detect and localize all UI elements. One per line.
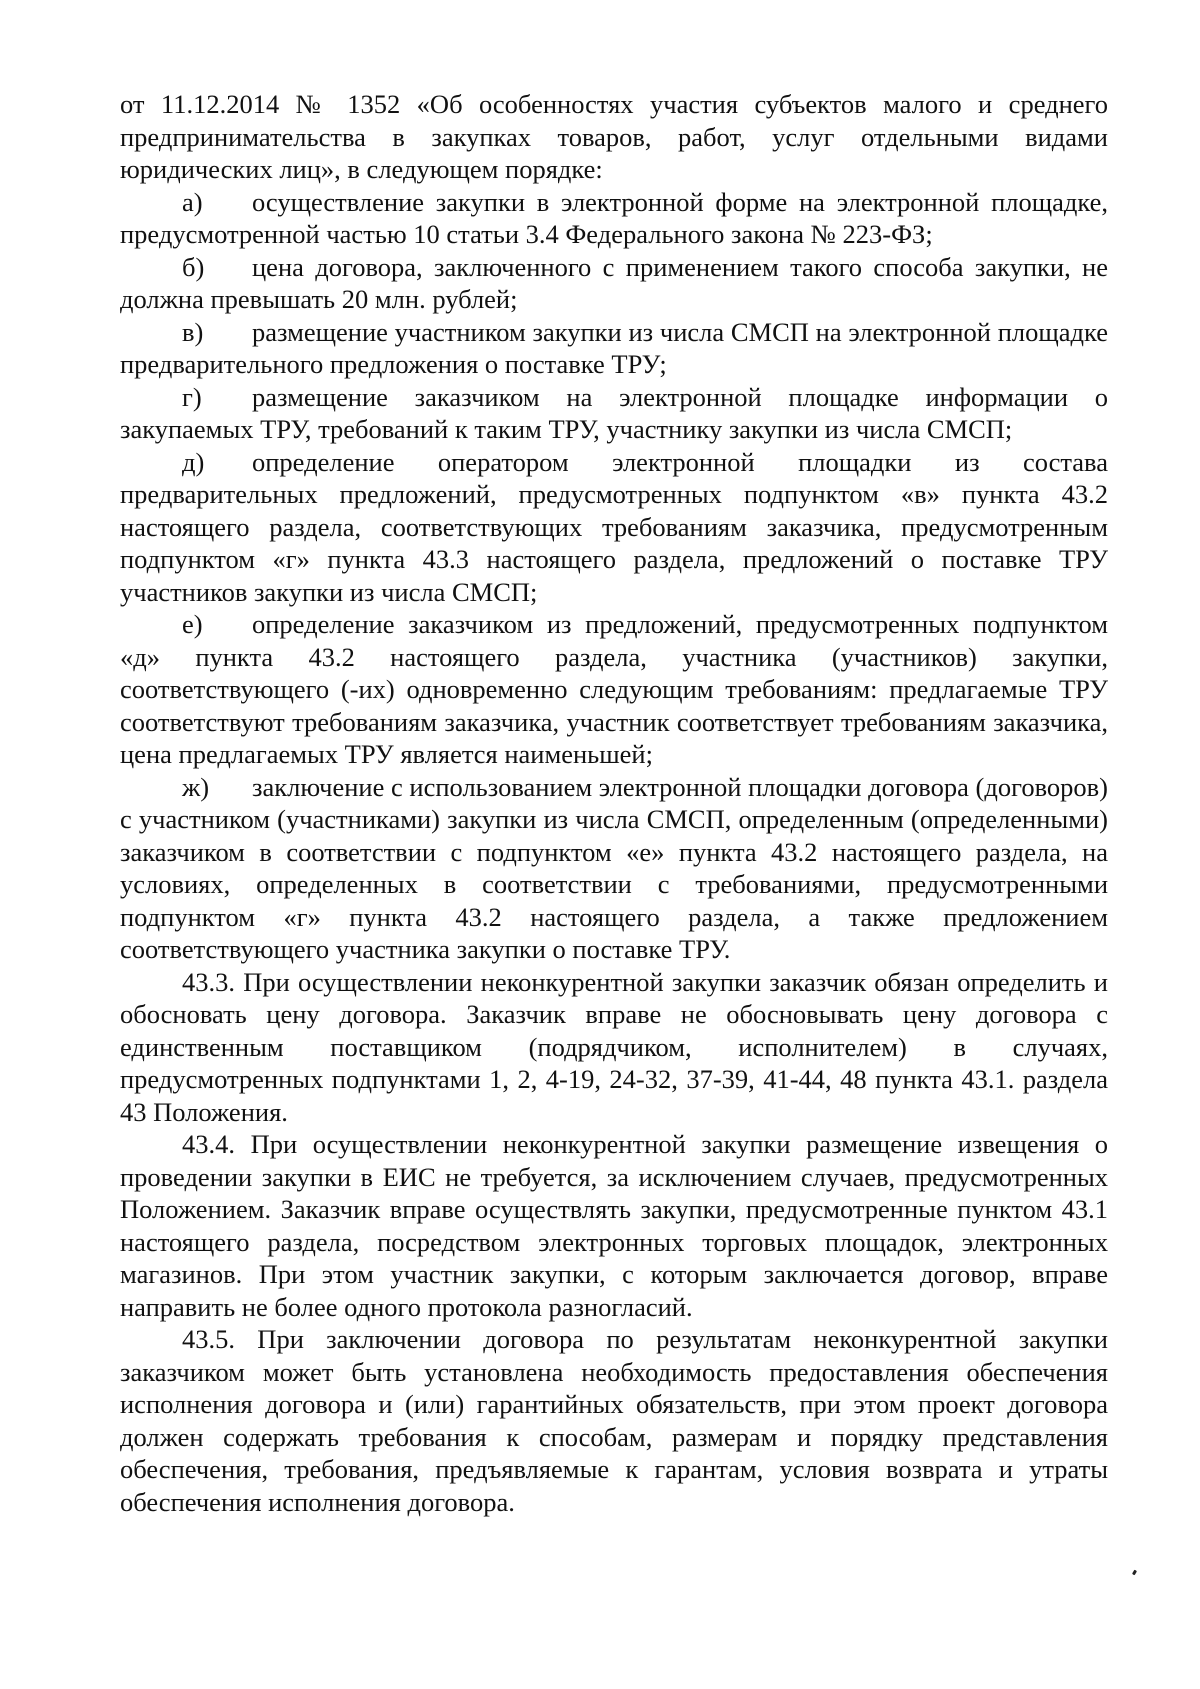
list-item-a: [120, 186, 1108, 251]
list-item-text: размещение участником закупки из числа СМСП на электронной площадке предварительного предложения о поставке ТРУ;: [120, 316, 1108, 379]
list-item-d: [120, 446, 1108, 609]
list-item-text: определение заказчиком из предложений, предусмотренных подпунктом «д» пункта 43.2 настоящего раздела, участника (участников) закупки, соответствующего (-их) одновременно следующим требованиям: предлагаемые ТРУ соответствуют требованиям заказчика, участник соответствует требованиям заказчика, цена предлагаемых ТРУ является наименьшей;: [120, 609, 1108, 769]
list-item-marker: а): [182, 186, 203, 217]
clause-43-3: 43.3. При осуществлении неконкурентной закупки заказчик обязан определить и обосновать цену договора. Заказчик вправе не обосновывать цену договора с единственным поставщиком (подрядчиком, исполнителем) в случаях, предусмотренных подпунктами 1, 2, 4-19, 24-32, 37-39, 41-44, 48 пункта 43.1. раздела 43 Положения.: [120, 966, 1108, 1127]
list-item-marker: е): [182, 609, 203, 639]
list-item-v: [120, 316, 1108, 381]
list-item-marker: ж): [182, 771, 210, 802]
list-item-marker: г): [182, 381, 202, 412]
list-item-zh: [120, 771, 1108, 966]
list-item-text: определение оператором электронной площадки из состава предварительных предложений, предусмотренных подпунктом «в» пункта 43.2 настоящего раздела, соответствующих требованиям заказчика, предусмотренным подпунктом «г» пункта 43.3 настоящего раздела, предложений о поставке ТРУ участников закупки из числа СМСП;: [120, 446, 1108, 607]
clause-43-5: 43.5. При заключении договора по результатам неконкурентной закупки заказчиком может быть установлена необходимость предоставления обеспечения исполнения договора и (или) гарантийных обязательств, при этом проект договора должен содержать требования к способам, размерам и порядку представления обеспечения, требования, предъявляемые к гарантам, условия возврата и утраты обеспечения исполнения договора.: [120, 1324, 1108, 1517]
list-item-marker: б): [182, 251, 205, 282]
list-item-marker: д): [182, 446, 205, 477]
clause-43-4: 43.4. При осуществлении неконкурентной закупки размещение извещения о проведении закупки в ЕИС не требуется, за исключением случаев, предусмотренных Положением. Заказчик вправе осуществлять закупки, предусмотренные пунктом 43.1 настоящего раздела, посредством электронных торговых площадок, электронных магазинов. При этом участник закупки, с которым заключается договор, вправе направить не более одного протокола разногласий.: [120, 1129, 1108, 1322]
list-item-b: [120, 251, 1108, 316]
list-item-text: цена договора, заключенного с применением такого способа закупки, не должна превышать 20 млн. рублей;: [120, 251, 1108, 314]
list-item-text: осуществление закупки в электронной форме на электронной площадке, предусмотренной частью 10 статьи 3.4 Федерального закона № 223-ФЗ;: [120, 186, 1108, 249]
list-item-e: [120, 608, 1108, 771]
list-item-text: заключение с использованием электронной площадки договора (договоров) с участником (участниками) закупки из числа СМСП, определенным (определенными) заказчиком в соответствии с подпунктом «е» пункта 43.2 настоящего раздела, на условиях, определенных в соответствии с требованиями, предусмотренными подпунктом «г» пункта 43.2 настоящего раздела, а также предложением соответствующего участника закупки о поставке ТРУ.: [120, 771, 1108, 964]
list-item-g: [120, 381, 1108, 446]
intro-paragraph: от 11.12.2014 № 1352 «Об особенностях участия субъектов малого и среднего предпринимательства в закупках товаров, работ, услуг отдельными видами юридических лиц», в следующем порядке:: [120, 89, 1108, 184]
list-item-marker: в): [182, 316, 204, 347]
scan-speck: [1132, 1570, 1137, 1576]
document-page: [120, 88, 1108, 1518]
list-item-text: размещение заказчиком на электронной площадке информации о закупаемых ТРУ, требований к таким ТРУ, участнику закупки из числа СМСП;: [120, 381, 1108, 444]
